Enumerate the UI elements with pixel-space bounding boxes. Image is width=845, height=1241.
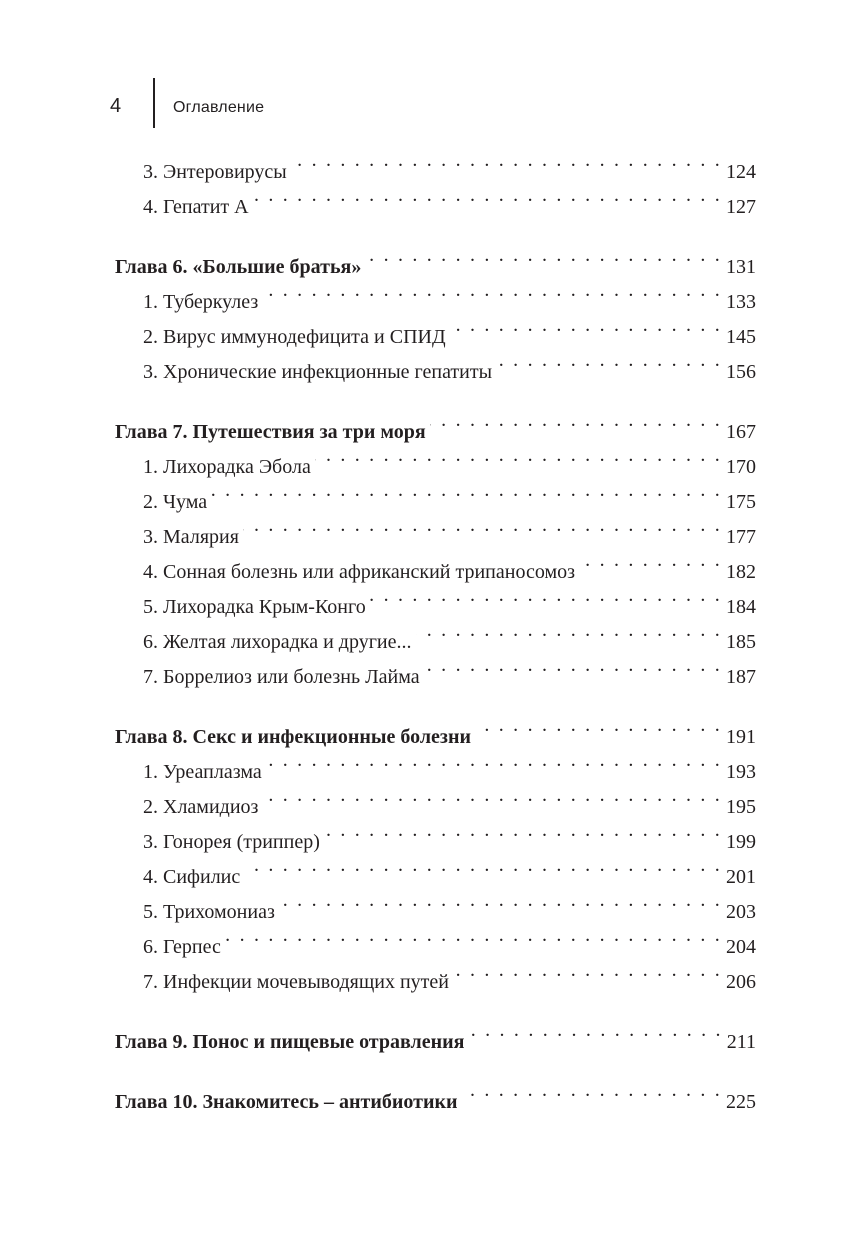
toc-entry-title: 3. Хронические инфекционные гепатиты (143, 361, 493, 383)
chapter-page: 191 (726, 726, 756, 748)
toc-entry-title: 2. Вирус иммунодефицита и СПИД (143, 326, 446, 348)
dot-leader (370, 578, 722, 613)
toc-chapter-heading[interactable] (115, 1073, 756, 1113)
toc-entry-page: 124 (726, 161, 756, 183)
dot-leader (315, 438, 722, 473)
toc-entry-title: 5. Лихорадка Крым-Конго (143, 596, 366, 618)
toc-entry-title: 2. Чума (143, 491, 208, 513)
dot-leader (475, 708, 722, 743)
toc-entry-title: 4. Сифилис (143, 866, 241, 888)
toc-entry-title: 1. Туберкулез (143, 291, 259, 313)
toc-continuation (115, 143, 756, 218)
toc-entry-title: 3. Гонорея (триппер) (143, 831, 320, 853)
table-of-contents (115, 143, 756, 1133)
toc-entry-page: 170 (726, 456, 756, 478)
dot-leader (365, 238, 722, 273)
toc-entry-page: 187 (726, 666, 756, 688)
toc-chapter-7 (115, 403, 756, 688)
dot-leader (579, 543, 722, 578)
chapter-page: 131 (726, 256, 756, 278)
toc-chapter-heading[interactable] (115, 238, 756, 278)
toc-entry[interactable] (115, 508, 756, 548)
chapter-title: Глава 7. Путешествия за три моря (115, 421, 426, 443)
chapter-title: Глава 9. Понос и пищевые отравления (115, 1031, 465, 1053)
toc-entry[interactable] (115, 143, 756, 183)
toc-entry-title: 3. Малярия (143, 526, 239, 548)
header-divider (153, 78, 155, 128)
toc-entry-title: 6. Желтая лихорадка и другие... (143, 631, 412, 653)
dot-leader (266, 743, 722, 778)
toc-entry-title: 7. Боррелиоз или болезнь Лайма (143, 666, 420, 688)
toc-chapter-9 (115, 1013, 756, 1053)
toc-entry-page: 185 (726, 631, 756, 653)
toc-entry-page: 195 (726, 796, 756, 818)
toc-entry[interactable] (115, 473, 756, 513)
toc-entry-page: 156 (726, 361, 756, 383)
toc-entry-title: 7. Инфекции мочевыводящих путей (143, 971, 449, 993)
toc-entry-title: 6. Герпес (143, 936, 221, 958)
toc-entry-page: 145 (726, 326, 756, 348)
page-header (0, 78, 845, 128)
toc-entry-title: 3. Энтеровирусы (143, 161, 287, 183)
toc-entry-page: 127 (726, 196, 756, 218)
running-title: Оглавление (173, 99, 265, 116)
toc-entry-page: 203 (726, 901, 756, 923)
toc-entry-title: 5. Трихомониаз (143, 901, 275, 923)
page-number: 4 (110, 95, 122, 117)
toc-entry-title: 1. Лихорадка Эбола (143, 456, 311, 478)
toc-entry-page: 206 (726, 971, 756, 993)
chapter-title: Глава 10. Знакомитесь – антибиотики (115, 1091, 458, 1113)
toc-chapter-heading[interactable] (115, 403, 756, 443)
toc-entry-title: 1. Уреаплазма (143, 761, 262, 783)
toc-entry-page: 193 (726, 761, 756, 783)
dot-leader (253, 178, 722, 213)
toc-entry-page: 133 (726, 291, 756, 313)
chapter-page: 167 (726, 421, 756, 443)
toc-entry-page: 199 (726, 831, 756, 853)
dot-leader (211, 473, 722, 508)
chapter-page: 225 (726, 1091, 756, 1113)
dot-leader (291, 143, 722, 178)
dot-leader (225, 918, 722, 953)
toc-entry-title: 4. Гепатит А (143, 196, 249, 218)
dot-leader (450, 308, 722, 343)
toc-entry-page: 175 (726, 491, 756, 513)
toc-chapter-heading[interactable] (115, 1013, 756, 1053)
toc-entry-title: 2. Хламидиоз (143, 796, 259, 818)
toc-chapter-8 (115, 708, 756, 993)
toc-entry-page: 184 (726, 596, 756, 618)
chapter-page: 211 (726, 1031, 756, 1053)
dot-leader (469, 1013, 723, 1048)
toc-entry-page: 201 (726, 866, 756, 888)
dot-leader (324, 813, 722, 848)
toc-entry-page: 182 (726, 561, 756, 583)
dot-leader (416, 613, 723, 648)
dot-leader (453, 953, 722, 988)
toc-chapter-6 (115, 238, 756, 383)
chapter-title: Глава 8. Секс и инфекционные болезни (115, 726, 472, 748)
dot-leader (496, 343, 722, 378)
dot-leader (430, 403, 722, 438)
toc-chapter-10 (115, 1073, 756, 1113)
dot-leader (462, 1073, 722, 1108)
dot-leader (262, 778, 722, 813)
toc-entry-page: 177 (726, 526, 756, 548)
toc-chapter-heading[interactable] (115, 708, 756, 748)
dot-leader (279, 883, 722, 918)
toc-entry-title: 4. Сонная болезнь или африканский трипаносомоз (143, 561, 576, 583)
toc-entry-page: 204 (726, 936, 756, 958)
dot-leader (424, 648, 722, 683)
dot-leader (262, 273, 722, 308)
dot-leader (243, 508, 722, 543)
chapter-title: Глава 6. «Большие братья» (115, 256, 362, 278)
dot-leader (244, 848, 722, 883)
